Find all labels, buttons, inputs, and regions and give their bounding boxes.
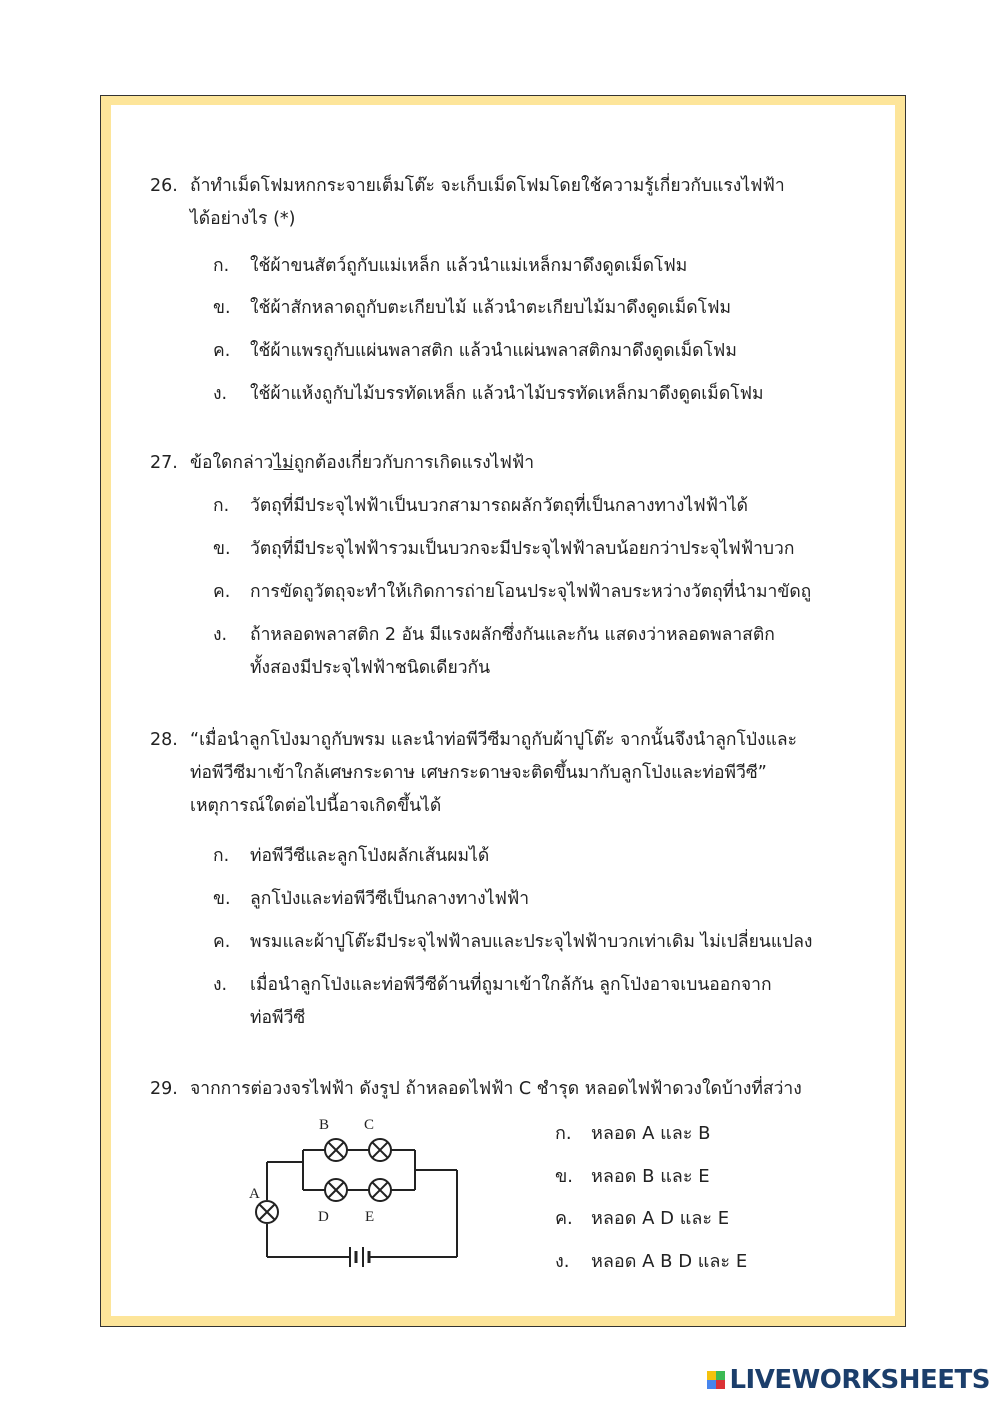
- option-key: ง.: [213, 975, 228, 995]
- label-c: C: [364, 1117, 375, 1133]
- logo-icon: [707, 1371, 725, 1389]
- q29-option-a[interactable]: [555, 1119, 711, 1149]
- option-key: ก.: [213, 846, 230, 866]
- question-26: [150, 170, 870, 236]
- q28-option-c[interactable]: [213, 926, 812, 959]
- question-text: [190, 447, 870, 480]
- option-text-continued: ท่อพีวีซี: [250, 1008, 306, 1028]
- option-key: ข.: [213, 298, 231, 318]
- q29-option-b[interactable]: [555, 1162, 710, 1192]
- question-text: ท่อพีวีซีมาเข้าใกล้เศษกระดาษ เศษกระดาษจะติดขึ้นมากับลูกโป่งและท่อพีวีซี”: [190, 763, 767, 783]
- label-e: E: [365, 1209, 375, 1225]
- question-text-part: ข้อใดกล่าว: [190, 453, 274, 473]
- question-27: [150, 447, 870, 480]
- option-text: การขัดถูวัตถุจะทำให้เกิดการถ่ายโอนประจุไฟฟ้าลบระหว่างวัตถุที่นำมาขัดถู: [250, 582, 812, 602]
- option-text: ถ้าหลอดพลาสติก 2 อัน มีแรงผลักซึ่งกันและกัน แสดงว่าหลอดพลาสติก: [250, 625, 775, 645]
- q27-option-b[interactable]: [213, 533, 794, 566]
- option-key: ค.: [213, 932, 231, 952]
- question-text: จากการต่อวงจรไฟฟ้า ดังรูป ถ้าหลอดไฟฟ้า C ชำรุด หลอดไฟฟ้าดวงใดบ้างที่สว่าง: [190, 1079, 802, 1099]
- worksheet-page: [111, 105, 895, 1316]
- option-key: ค.: [555, 1208, 573, 1229]
- option-text: วัตถุที่มีประจุไฟฟ้ารวมเป็นบวกจะมีประจุไฟฟ้าลบน้อยกว่าประจุไฟฟ้าบวก: [250, 539, 795, 559]
- question-29: [150, 1073, 870, 1106]
- option-text: หลอด A B D และ E: [591, 1251, 748, 1272]
- option-text: ท่อพีวีซีและลูกโป่งผลักเส้นผมได้: [250, 846, 490, 866]
- q27-option-d[interactable]: [213, 619, 775, 685]
- option-text: ลูกโป่งและท่อพีวีซีเป็นกลางทางไฟฟ้า: [250, 889, 530, 909]
- bulb-b: [325, 1139, 347, 1161]
- battery-symbol: [350, 1247, 369, 1267]
- label-b: B: [319, 1117, 330, 1133]
- label-d: D: [318, 1209, 329, 1225]
- question-text: ได้อย่างไร (*): [190, 209, 296, 229]
- bulb-c: [369, 1139, 391, 1161]
- option-text: ใช้ผ้าแพรถูกับแผ่นพลาสติก แล้วนำแผ่นพลาสติกมาดึงดูดเม็ดโฟม: [250, 341, 737, 361]
- q26-option-d[interactable]: [213, 378, 764, 411]
- option-key: ข.: [555, 1166, 574, 1187]
- option-text-continued: ทั้งสองมีประจุไฟฟ้าชนิดเดียวกัน: [250, 658, 491, 678]
- question-number: 27.: [150, 453, 178, 473]
- option-key: ก.: [555, 1123, 572, 1144]
- option-text: ใช้ผ้าสักหลาดถูกับตะเกียบไม้ แล้วนำตะเกียบไม้มาดึงดูดเม็ดโฟม: [250, 298, 732, 318]
- bulb-d: [325, 1179, 347, 1201]
- question-number: 29.: [150, 1079, 178, 1099]
- option-key: ก.: [213, 256, 230, 276]
- option-text: เมื่อนำลูกโป่งและท่อพีวีซีด้านที่ถูมาเข้าใกล้กัน ลูกโป่งอาจเบนออกจาก: [250, 975, 772, 995]
- bulb-a: [256, 1201, 278, 1223]
- option-text: ใช้ผ้าแห้งถูกับไม้บรรทัดเหล็ก แล้วนำไม้บรรทัดเหล็กมาดึงดูดเม็ดโฟม: [250, 384, 764, 404]
- q28-option-d[interactable]: [213, 969, 772, 1035]
- question-text-part: ถูกต้องเกี่ยวกับการเกิดแรงไฟฟ้า: [293, 453, 535, 473]
- brand-name: LIVEWORKSHEETS: [729, 1365, 990, 1395]
- option-key: ง.: [213, 625, 228, 645]
- bulb-e: [369, 1179, 391, 1201]
- question-text: ถ้าทำเม็ดโฟมหกกระจายเต็มโต๊ะ จะเก็บเม็ดโฟมโดยใช้ความรู้เกี่ยวกับแรงไฟฟ้า: [190, 176, 785, 196]
- q26-option-b[interactable]: [213, 292, 731, 325]
- option-text: หลอด A และ B: [591, 1123, 711, 1144]
- question-number: 28.: [150, 730, 178, 750]
- option-key: ง.: [555, 1251, 570, 1272]
- question-text: “เมื่อนำลูกโป่งมาถูกับพรม และนำท่อพีวีซีมาถูกับผ้าปูโต๊ะ จากนั้นจึงนำลูกโป่งและ: [190, 730, 797, 750]
- q29-option-d[interactable]: [555, 1247, 747, 1277]
- option-key: ข.: [213, 889, 231, 909]
- label-a: A: [249, 1186, 260, 1202]
- option-key: ข.: [213, 539, 231, 559]
- question-text: เหตุการณ์ใดต่อไปนี้อาจเกิดขึ้นได้: [190, 796, 442, 816]
- liveworksheets-logo[interactable]: [707, 1365, 990, 1395]
- option-text: พรมและผ้าปูโต๊ะมีประจุไฟฟ้าลบและประจุไฟฟ้าบวกเท่าเดิม ไม่เปลี่ยนแปลง: [250, 932, 813, 952]
- q28-option-a[interactable]: [213, 840, 489, 873]
- option-text: หลอด A D และ E: [591, 1208, 730, 1229]
- emphasis-not: ไม่: [273, 453, 294, 473]
- q26-option-c[interactable]: [213, 335, 737, 368]
- option-text: วัตถุที่มีประจุไฟฟ้าเป็นบวกสามารถผลักวัตถุที่เป็นกลางทางไฟฟ้าได้: [250, 496, 748, 516]
- option-key: ก.: [213, 496, 230, 516]
- option-key: ค.: [213, 582, 231, 602]
- question-28: [150, 724, 870, 823]
- q26-option-a[interactable]: [213, 250, 687, 283]
- question-number: 26.: [150, 176, 178, 196]
- option-key: ง.: [213, 384, 228, 404]
- option-text: ใช้ผ้าขนสัตว์ถูกับแม่เหล็ก แล้วนำแม่เหล็กมาดึงดูดเม็ดโฟม: [250, 256, 688, 276]
- q27-option-c[interactable]: [213, 576, 811, 609]
- q27-option-a[interactable]: [213, 490, 748, 523]
- q29-option-c[interactable]: [555, 1204, 729, 1234]
- circuit-diagram: [245, 1112, 475, 1277]
- option-text: หลอด B และ E: [591, 1166, 710, 1187]
- option-key: ค.: [213, 341, 231, 361]
- q28-option-b[interactable]: [213, 883, 529, 916]
